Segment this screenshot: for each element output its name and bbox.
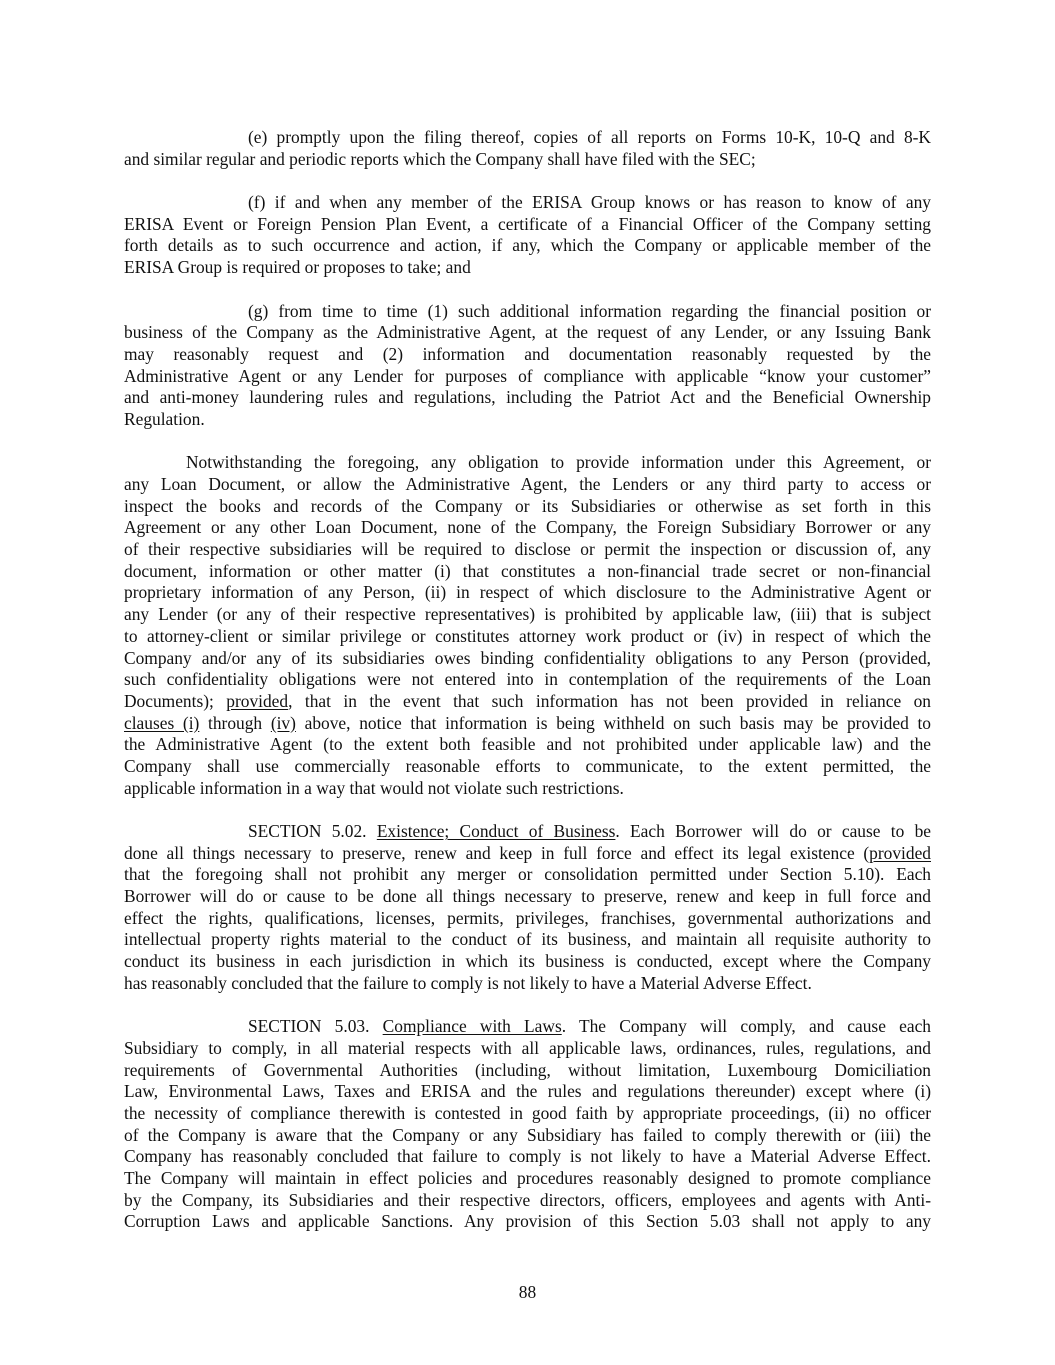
text-segment: Borrower will do or cause to be done all things necessary to preserve, renew and keep in full force and xyxy=(124,886,931,907)
paragraph-section-5-03 xyxy=(124,1016,931,1233)
text-line xyxy=(124,127,931,149)
text-line xyxy=(124,669,931,691)
text-segment: ERISA Group is required or proposes to take; and xyxy=(124,257,471,278)
text-segment: by the Company, its Subsidiaries and their respective directors, officers, employees and agents with Anti- xyxy=(124,1189,931,1210)
text-line xyxy=(124,582,931,604)
text-segment: Notwithstanding the foregoing, any obligation to provide information under this Agreement, or xyxy=(186,452,931,473)
text-line xyxy=(124,387,931,409)
text-line xyxy=(124,561,931,583)
underlined-term: Existence; Conduct of Business xyxy=(376,821,616,841)
text-line xyxy=(124,951,931,973)
text-segment: . The Company will comply, and cause each xyxy=(561,1016,931,1037)
text-segment: forth details as to such occurrence and action, if any, which the Company or applicable member of the xyxy=(124,235,931,256)
text-line xyxy=(124,322,931,344)
text-segment: (e) promptly upon the filing thereof, copies of all reports on Forms 10-K, 10-Q and 8-K xyxy=(248,127,931,147)
text-segment: Agreement or any other Loan Document, none of the Company, the Foreign Subsidiary Borrower or any xyxy=(124,517,931,538)
text-segment: Documents); xyxy=(124,690,227,711)
text-line xyxy=(124,626,931,648)
text-line xyxy=(124,496,931,518)
text-line xyxy=(124,691,931,713)
text-line xyxy=(124,604,931,626)
text-line xyxy=(124,344,931,366)
text-segment: business of the Company as the Administrative Agent, at the request of any Lender, or any Issuing Bank xyxy=(124,322,931,343)
paragraph-para-e xyxy=(124,127,931,170)
text-line xyxy=(124,1103,931,1125)
document-body xyxy=(124,127,931,1255)
text-line xyxy=(124,929,931,951)
paragraph-section-5-02 xyxy=(124,821,931,995)
underlined-term: Compliance with Laws xyxy=(382,1016,562,1037)
text-line xyxy=(124,843,931,865)
text-line xyxy=(124,1168,931,1190)
text-segment: applicable information in a way that would not violate such restrictions. xyxy=(124,777,624,798)
text-line xyxy=(124,821,931,843)
text-segment: Company has reasonably concluded that failure to comply is not likely to have a Material Adverse Effect. xyxy=(124,1146,931,1167)
underlined-term: clauses (i) xyxy=(124,712,200,733)
text-line xyxy=(124,539,931,561)
text-line xyxy=(124,1038,931,1060)
text-segment: Regulation. xyxy=(124,408,205,429)
text-line xyxy=(124,734,931,756)
text-segment: and anti-money laundering rules and regulations, including the Patriot Act and the Beneficial Ownership xyxy=(124,387,931,408)
text-segment: that the foregoing shall not prohibit any merger or consolidation permitted under Section 5.10). Each xyxy=(124,864,931,885)
text-segment: such confidentiality obligations were not entered into in contemplation of the requirements of the Loan xyxy=(124,669,931,690)
text-segment: Company and/or any of its subsidiaries owes binding confidentiality obligations to any Person (provided, xyxy=(124,647,931,668)
text-segment: any Lender (or any of their respective representatives) is prohibited by applicable law, (iii) that is subject xyxy=(124,604,931,625)
text-segment: Law, Environmental Laws, Taxes and ERISA and the rules and regulations thereunder) except where (i) xyxy=(124,1081,931,1102)
text-line xyxy=(124,366,931,388)
underlined-term: provided xyxy=(869,842,931,863)
text-line xyxy=(124,192,931,214)
text-segment: SECTION 5.02. xyxy=(248,821,377,841)
text-line xyxy=(124,1211,931,1233)
text-line xyxy=(124,474,931,496)
text-segment: proprietary information of any Person, (ii) in respect of which disclosure to the Administrative Agent or xyxy=(124,582,931,603)
text-segment: the Administrative Agent (to the extent both feasible and not prohibited under applicable law) and the xyxy=(124,734,931,755)
text-segment: the necessity of compliance therewith is contested in good faith by appropriate proceedings, (ii) no officer xyxy=(124,1102,931,1123)
text-segment: of their respective subsidiaries will be required to disclose or permit the inspection or discussion of, any xyxy=(124,539,931,560)
text-line xyxy=(124,235,931,257)
text-segment: any Loan Document, or allow the Administrative Agent, the Lenders or any third party to access or xyxy=(124,474,931,494)
text-line xyxy=(124,452,931,474)
text-line xyxy=(124,149,931,171)
page-number: 88 xyxy=(518,1282,537,1302)
underlined-term: (iv) xyxy=(270,712,296,733)
text-line xyxy=(124,908,931,930)
text-line xyxy=(124,517,931,539)
text-segment: to attorney-client or similar privilege or constitutes attorney work product or (iv) in respect of which the xyxy=(124,625,931,646)
text-line xyxy=(124,973,931,995)
text-segment: Corruption Laws and applicable Sanctions. Any provision of this Section 5.03 shall not apply to any xyxy=(124,1211,931,1232)
text-segment: above, notice that information is being withheld on such basis may be provided to xyxy=(295,712,931,733)
text-segment: , that in the event that such information has not been provided in reliance on xyxy=(288,690,931,711)
text-segment: . Each Borrower will do or cause to be xyxy=(615,821,932,841)
text-segment: inspect the books and records of the Company or its Subsidiaries or otherwise as set forth in this xyxy=(124,495,931,516)
text-segment: Company shall use commercially reasonable efforts to communicate, to the extent permitted, the xyxy=(124,755,931,776)
paragraph-para-g xyxy=(124,301,931,431)
text-line xyxy=(124,756,931,778)
text-line xyxy=(124,864,931,886)
text-segment: requirements of Governmental Authorities (including, without limitation, Luxembourg Domiciliation xyxy=(124,1059,931,1080)
text-line xyxy=(124,409,931,431)
text-line xyxy=(124,886,931,908)
text-segment: Administrative Agent or any Lender for purposes of compliance with applicable “know your customer” xyxy=(124,365,931,386)
text-line xyxy=(124,1125,931,1147)
text-line xyxy=(124,214,931,236)
text-line xyxy=(124,257,931,279)
paragraph-para-f xyxy=(124,192,931,279)
text-line xyxy=(124,1060,931,1082)
text-segment: has reasonably concluded that the failure to comply is not likely to have a Material Adverse Effect. xyxy=(124,972,812,993)
underlined-term: provided xyxy=(226,690,289,711)
text-segment: effect the rights, qualifications, licenses, permits, privileges, franchises, governmental authorizations and xyxy=(124,907,931,928)
text-line xyxy=(124,1190,931,1212)
text-segment: document, information or other matter (i) that constitutes a non-financial trade secret or non-financial xyxy=(124,560,931,581)
text-line xyxy=(124,1081,931,1103)
text-segment: of the Company is aware that the Company or any Subsidiary has failed to comply therewith or (iii) the xyxy=(124,1124,931,1145)
text-segment: (f) if and when any member of the ERISA Group knows or has reason to know of any xyxy=(248,192,931,213)
text-line xyxy=(124,778,931,800)
text-line xyxy=(124,648,931,670)
text-segment: and similar regular and periodic reports which the Company shall have filed with the SEC; xyxy=(124,148,756,169)
text-segment: done all things necessary to preserve, renew and keep in full force and effect its legal existence ( xyxy=(124,842,870,863)
text-segment: SECTION 5.03. xyxy=(248,1016,383,1037)
text-line xyxy=(124,713,931,735)
text-line xyxy=(124,1146,931,1168)
text-segment: through xyxy=(199,712,271,733)
text-segment: may reasonably request and (2) information and documentation reasonably requested by the xyxy=(124,343,931,364)
paragraph-para-notwithstanding xyxy=(124,452,931,799)
text-line xyxy=(124,301,931,323)
text-segment: intellectual property rights material to the conduct of its business, and maintain all requisite authority to xyxy=(124,929,931,950)
text-segment: conduct its business in each jurisdiction in which its business is conducted, except where the Company xyxy=(124,951,931,972)
text-segment: ERISA Event or Foreign Pension Plan Event, a certificate of a Financial Officer of the Company setting xyxy=(124,213,931,234)
text-segment: Subsidiary to comply, in all material respects with all applicable laws, ordinances, rules, regulations, and xyxy=(124,1037,931,1058)
text-line xyxy=(124,1016,931,1038)
text-segment: The Company will maintain in effect policies and procedures reasonably designed to promote compliance xyxy=(124,1168,931,1188)
text-segment: (g) from time to time (1) such additional information regarding the financial position or xyxy=(248,300,931,321)
